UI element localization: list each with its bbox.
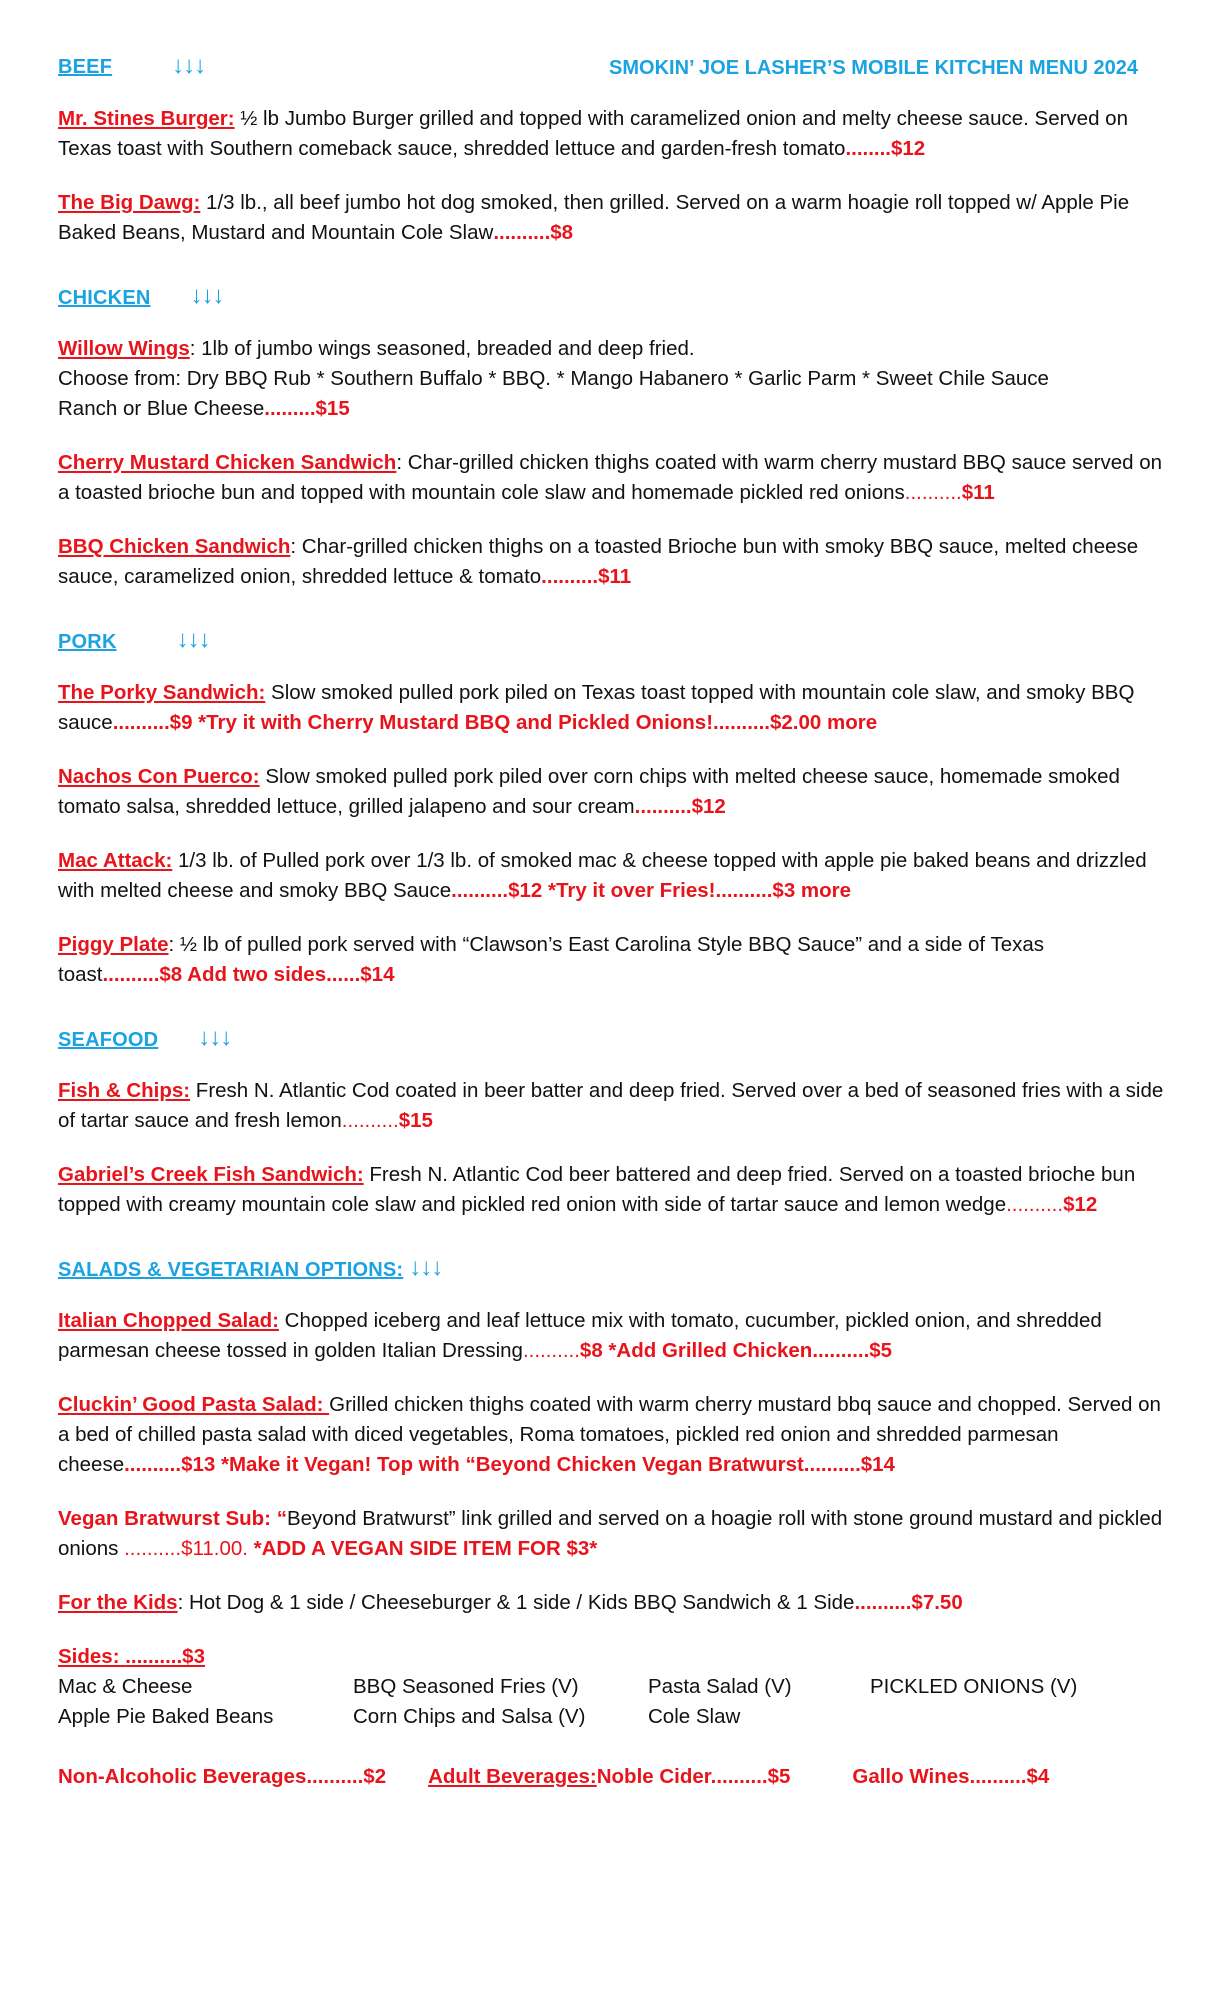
gallo-wines: Gallo Wines..........$4 xyxy=(852,1765,1050,1788)
menu-item-mac-attack: Mac Attack: 1/3 lb. of Pulled pork over 1/3 lb. of smoked mac & cheese topped with apple pie baked beans and drizzled with melted cheese and smoky BBQ Sauce..........$12 *Try it over Fries!..........$3 more xyxy=(58,849,1147,902)
side-item: Cole Slaw xyxy=(648,1705,741,1728)
side-item: Apple Pie Baked Beans xyxy=(58,1705,274,1728)
section-pork-heading: PORK ↓↓↓ xyxy=(58,626,210,653)
sides-list xyxy=(58,1672,1168,1732)
non-alcoholic-beverages: Non-Alcoholic Beverages..........$2 xyxy=(58,1765,387,1788)
menu-item-gabriels-creek-fish-sandwich: Gabriel’s Creek Fish Sandwich: Fresh N. Atlantic Cod beer battered and deep fried. Served on a toasted brioche bun topped with creamy mountain cole slaw and pickled red onion with side of tartar sauce and lemon wedge..........$12 xyxy=(58,1163,1136,1216)
down-arrows-icon: ↓↓↓ xyxy=(198,1024,232,1051)
side-item: PICKLED ONIONS (V) xyxy=(870,1675,1078,1698)
adult-beverages-label: Adult Beverages: xyxy=(428,1765,597,1788)
menu-header xyxy=(58,40,1168,80)
sides-heading: Sides: ..........$3 xyxy=(58,1645,205,1668)
menu-page xyxy=(58,40,1168,1792)
noble-cider: Noble Cider..........$5 xyxy=(596,1765,791,1788)
section-beef-heading: BEEF ↓↓↓ xyxy=(58,52,206,79)
section-salads-heading: SALADS & VEGETARIAN OPTIONS: ↓↓↓ xyxy=(58,1254,443,1281)
sides-section xyxy=(58,1642,1168,1732)
side-item: Pasta Salad (V) xyxy=(648,1675,792,1698)
menu-item-fish-and-chips: Fish & Chips: Fresh N. Atlantic Cod coated in beer batter and deep fried. Served over a bed of seasoned fries with a side of tartar sauce and fresh lemon..........$15 xyxy=(58,1079,1164,1132)
menu-item-mr-stines-burger: Mr. Stines Burger: ½ lb Jumbo Burger grilled and topped with caramelized onion and melty cheese sauce. Served on Texas toast with Southern comeback sauce, shredded lettuce and garden-fresh tomato........$12 xyxy=(58,107,1128,160)
section-seafood-heading: SEAFOOD ↓↓↓ xyxy=(58,1024,232,1051)
menu-item-nachos-con-puerco: Nachos Con Puerco: Slow smoked pulled pork piled over corn chips with melted cheese sauce, homemade smoked tomato salsa, shredded lettuce, grilled jalapeno and sour cream..........$12 xyxy=(58,765,1120,818)
menu-item-for-the-kids: For the Kids: Hot Dog & 1 side / Cheeseburger & 1 side / Kids BBQ Sandwich & 1 Side..........$7.50 xyxy=(58,1591,963,1614)
menu-item-cluckin-good-pasta-salad: Cluckin’ Good Pasta Salad: Grilled chicken thighs coated with warm cherry mustard bbq sauce and chopped. Served on a bed of chilled pasta salad with diced vegetables, Roma tomatoes, pickled red onion and shredded parmesan cheese..........$13 *Make it Vegan! Top with “Beyond Chicken Vegan Bratwurst..........$14 xyxy=(58,1393,1161,1476)
menu-item-italian-chopped-salad: Italian Chopped Salad: Chopped iceberg and leaf lettuce mix with tomato, cucumber, pickled onion, and shredded parmesan cheese tossed in golden Italian Dressing..........$8 *Add Grilled Chicken..........$5 xyxy=(58,1309,1102,1362)
down-arrows-icon: ↓↓↓ xyxy=(176,626,210,653)
beverages-row xyxy=(58,1762,1168,1792)
side-item: BBQ Seasoned Fries (V) xyxy=(353,1675,579,1698)
menu-item-piggy-plate: Piggy Plate: ½ lb of pulled pork served with “Clawson’s East Carolina Style BBQ Sauce” and a side of Texas toast..........$8 Add two sides......$14 xyxy=(58,933,1045,986)
side-item: Corn Chips and Salsa (V) xyxy=(353,1705,586,1728)
menu-item-porky-sandwich: The Porky Sandwich: Slow smoked pulled pork piled on Texas toast topped with mountain cole slaw, and smoky BBQ sauce..........$9 *Try it with Cherry Mustard BBQ and Pickled Onions!..........$2.00 more xyxy=(58,681,1135,734)
down-arrows-icon: ↓↓↓ xyxy=(409,1254,443,1281)
menu-item-vegan-bratwurst-sub: Vegan Bratwurst Sub: “Beyond Bratwurst” link grilled and served on a hoagie roll with stone ground mustard and pickled onions ..........$11.00. *ADD A VEGAN SIDE ITEM FOR $3* xyxy=(58,1507,1163,1560)
menu-item-bbq-chicken-sandwich: BBQ Chicken Sandwich: Char-grilled chicken thighs on a toasted Brioche bun with smoky BBQ sauce, melted cheese sauce, caramelized onion, shredded lettuce & tomato..........$11 xyxy=(58,535,1139,588)
menu-item-big-dawg: The Big Dawg: 1/3 lb., all beef jumbo hot dog smoked, then grilled. Served on a warm hoagie roll topped w/ Apple Pie Baked Beans, Mustard and Mountain Cole Slaw..........$8 xyxy=(58,191,1130,244)
menu-title: SMOKIN’ JOE LASHER’S MOBILE KITCHEN MENU 2024 xyxy=(609,57,1138,79)
down-arrows-icon: ↓↓↓ xyxy=(172,52,206,79)
menu-item-cherry-mustard-chicken: Cherry Mustard Chicken Sandwich: Char-grilled chicken thighs coated with warm cherry mustard BBQ sauce served on a toasted brioche bun and topped with mountain cole slaw and homemade pickled red onions..........$11 xyxy=(58,451,1163,504)
section-chicken-heading: CHICKEN ↓↓↓ xyxy=(58,282,224,309)
down-arrows-icon: ↓↓↓ xyxy=(190,282,224,309)
menu-item-willow-wings: Willow Wings: 1lb of jumbo wings seasoned, breaded and deep fried. Choose from: Dry BBQ Rub * Southern Buffalo * BBQ. * Mango Habanero * Garlic Parm * Sweet Chile Sauce Ranch or Blue Cheese.........$15 xyxy=(58,337,1049,420)
side-item: Mac & Cheese xyxy=(58,1675,193,1698)
